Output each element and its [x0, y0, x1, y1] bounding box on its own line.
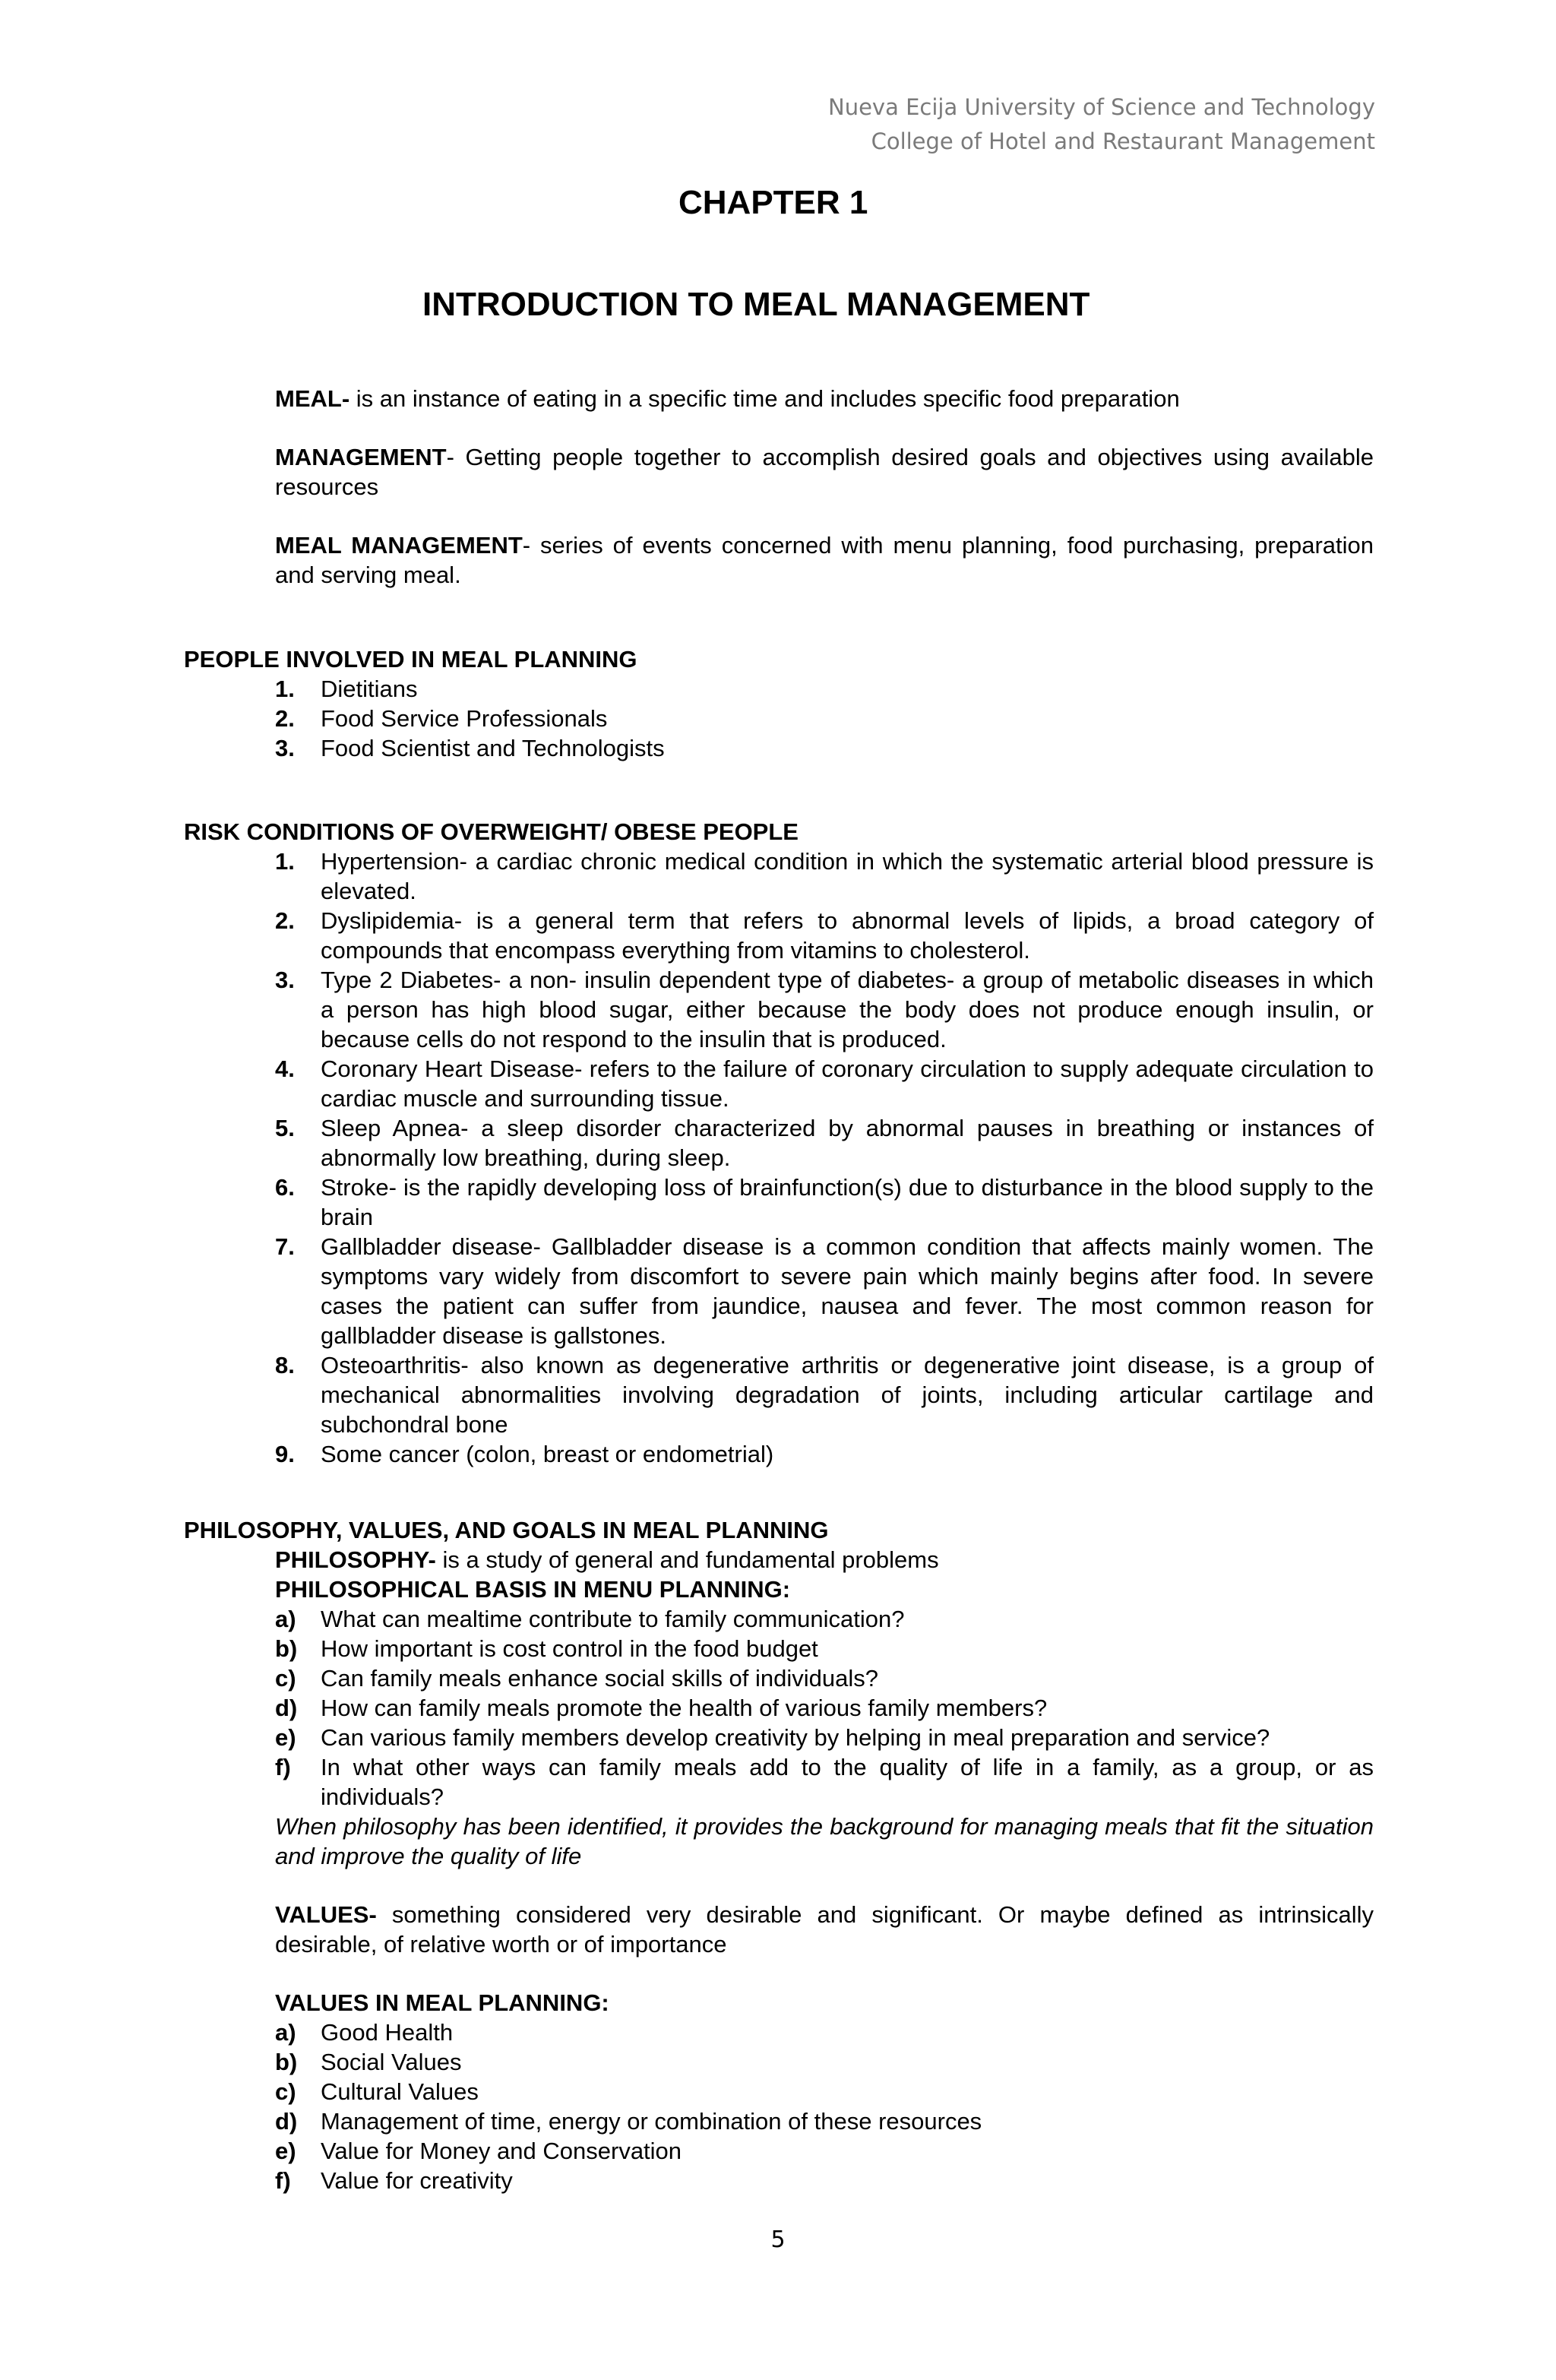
list-item: e) Value for Money and Conservation — [275, 2138, 682, 2164]
basis-list — [184, 1604, 1374, 1812]
list-item: 2. Food Service Professionals — [275, 705, 608, 732]
risk-list — [184, 847, 1374, 1469]
risk-section — [184, 817, 1374, 1469]
list-item: a) Good Health — [275, 2019, 454, 2046]
definitions — [275, 384, 1374, 619]
definition-term: MANAGEMENT — [275, 444, 447, 470]
definition-management — [275, 442, 1374, 502]
values-block — [184, 1812, 1374, 2018]
basis-heading: PHILOSOPHICAL BASIS IN MENU PLANNING: — [275, 1576, 791, 1603]
list-item: 1. Dietitians — [275, 676, 418, 702]
definition-text: is an instance of eating in a specific time and includes specific food preparation — [349, 385, 1180, 412]
list-item: 8. Osteoarthritis- also known as degenerative arthritis or degenerative joint disease, is a group of mechanical abnormalities involving degradation of joints, including articular cartilage and subchondral bone — [275, 1352, 1374, 1438]
definition-term: MEAL MANAGEMENT — [275, 532, 523, 559]
values-definition: VALUES- something considered very desirable and significant. Or maybe defined as intrinsically desirable, of relative worth or of importance — [275, 1901, 1374, 1957]
section-heading: PEOPLE INVOLVED IN MEAL PLANNING — [184, 646, 637, 673]
list-item: 3. Food Scientist and Technologists — [275, 735, 665, 761]
definition-meal — [275, 384, 1374, 413]
header-university: Nueva Ecija University of Science and Technology — [828, 94, 1375, 120]
philosophy-block — [184, 1545, 1374, 1604]
list-item: 5. Sleep Apnea- a sleep disorder characterized by abnormal pauses in breathing or instances of abnormally low breathing, during sleep. — [275, 1115, 1374, 1171]
list-item: b) Social Values — [275, 2049, 462, 2075]
definition-text: - Getting people together to accomplish desired goals and objectives using available resources — [275, 444, 1374, 500]
page-title: INTRODUCTION TO MEAL MANAGEMENT — [422, 286, 1090, 323]
list-item: d) How can family meals promote the health of various family members? — [275, 1695, 1048, 1721]
values-heading: VALUES IN MEAL PLANNING: — [275, 1989, 609, 2016]
list-item: 3. Type 2 Diabetes- a non- insulin dependent type of diabetes- a group of metabolic diseases in which a person has high blood sugar, either because the body does not produce enough insulin, or because cells do not respond to the insulin that is produced. — [275, 967, 1374, 1052]
chapter-title: CHAPTER 1 — [678, 184, 868, 221]
list-item: 4. Coronary Heart Disease- refers to the failure of coronary circulation to supply adequate circulation to cardiac muscle and surrounding tissue. — [275, 1055, 1374, 1112]
list-item: d) Management of time, energy or combination of these resources — [275, 2108, 982, 2135]
list-item: c) Can family meals enhance social skills of individuals? — [275, 1665, 879, 1692]
values-list — [184, 2018, 1374, 2195]
list-item: 6. Stroke- is the rapidly developing loss of brainfunction(s) due to disturbance in the blood supply to the brain — [275, 1174, 1374, 1230]
definition-text: - series of events concerned with menu planning, food purchasing, preparation and serving meal. — [275, 532, 1374, 588]
list-item: f) In what other ways can family meals add to the quality of life in a family, as a group, or as individuals? — [275, 1754, 1374, 1810]
philosophy-definition: PHILOSOPHY- is a study of general and fundamental problems — [275, 1546, 939, 1573]
page-number: 5 — [770, 2227, 786, 2253]
list-item: e) Can various family members develop creativity by helping in meal preparation and service? — [275, 1724, 1270, 1751]
list-item: b) How important is cost control in the food budget — [275, 1635, 818, 1662]
list-item: 7. Gallbladder disease- Gallbladder disease is a common condition that affects mainly women. The symptoms vary widely from discomfort to severe pain which mainly begins after food. In severe cases the patient can suffer from jaundice, nausea and fever. The most common reason for gallbladder disease is gallstones. — [275, 1233, 1374, 1349]
philosophy-note: When philosophy has been identified, it provides the background for managing meals that fit the situation and improve the quality of life — [275, 1813, 1374, 1869]
list-item: a) What can mealtime contribute to family communication? — [275, 1606, 905, 1632]
definition-term: MEAL- — [275, 385, 350, 412]
header-college: College of Hotel and Restaurant Management — [871, 128, 1375, 154]
people-list — [184, 674, 1374, 763]
list-item: 2. Dyslipidemia- is a general term that refers to abnormal levels of lipids, a broad category of compounds that encompass everything from vitamins to cholesterol. — [275, 907, 1374, 964]
section-heading: PHILOSOPHY, VALUES, AND GOALS IN MEAL PLANNING — [184, 1517, 829, 1543]
list-item: c) Cultural Values — [275, 2078, 479, 2105]
list-item: 9. Some cancer (colon, breast or endometrial) — [275, 1441, 774, 1467]
definition-meal-management — [275, 530, 1374, 590]
list-item: 1. Hypertension- a cardiac chronic medical condition in which the systematic arterial blood pressure is elevated. — [275, 848, 1374, 904]
philosophy-section — [184, 1515, 1374, 2195]
section-heading: RISK CONDITIONS OF OVERWEIGHT/ OBESE PEOPLE — [184, 818, 799, 845]
people-section — [184, 644, 1374, 763]
list-item: f) Value for creativity — [275, 2167, 513, 2194]
